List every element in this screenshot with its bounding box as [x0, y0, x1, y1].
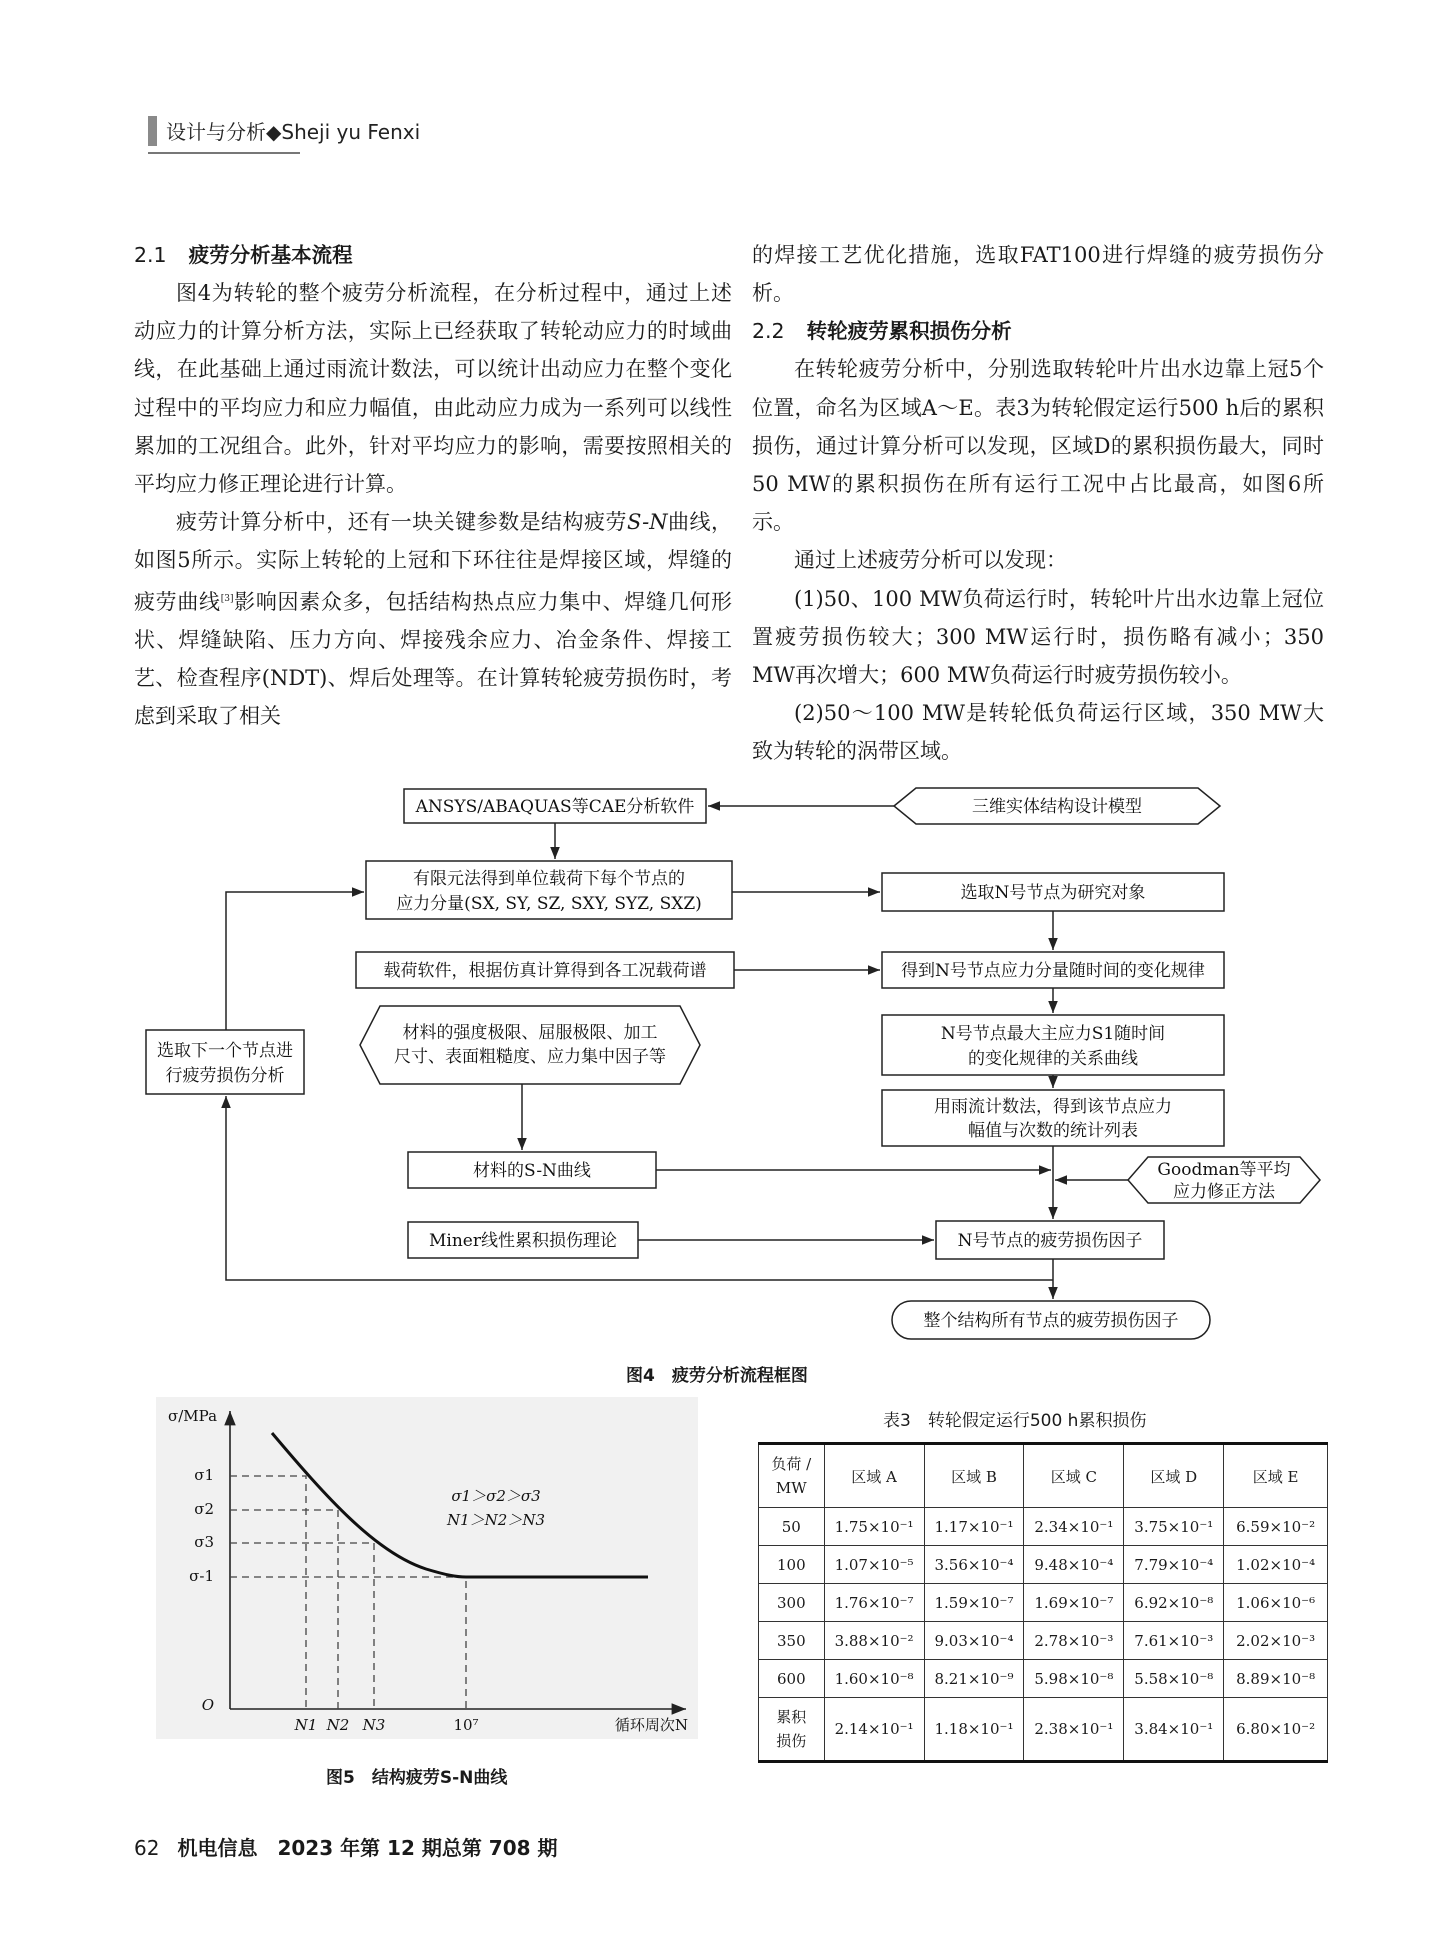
- table-3: [758, 1442, 1328, 1763]
- text-run: 曲线，如图5所示。实际上转轮的上冠和下环往往是焊接区域，焊缝的疲劳曲线: [134, 510, 732, 614]
- header-cell: 负荷 / MW: [759, 1444, 825, 1508]
- text-run: 影响因素众多，包括结构热点应力集中、焊缝几何形状、焊缝缺陷、压力方向、焊接残余应力、冶金条件、焊接工艺、检查程序(NDT)、焊后处理等。在计算转轮疲劳损伤时，考虑到采取了相关: [134, 589, 733, 729]
- value-cell: 7.79×10⁻⁴: [1124, 1546, 1224, 1584]
- load-cell: 100: [759, 1546, 825, 1584]
- box-label: ANSYS/ABAQUAS等CAE分析软件: [415, 797, 695, 817]
- box-label: 材料的S-N曲线: [473, 1161, 591, 1181]
- value-cell: 6.92×10⁻⁸: [1124, 1584, 1224, 1622]
- value-cell: 1.60×10⁻⁸: [824, 1660, 924, 1698]
- value-cell: 2.14×10⁻¹: [824, 1698, 924, 1762]
- value-cell: 9.48×10⁻⁴: [1024, 1546, 1124, 1584]
- box-label: 用雨流计数法，得到该节点应力: [934, 1097, 1172, 1117]
- header-cell: 区域 C: [1024, 1444, 1124, 1508]
- x-tick-label: 10⁷: [453, 1716, 479, 1734]
- box-label: 有限元法得到单位载荷下每个节点的: [413, 869, 685, 889]
- value-cell: 5.98×10⁻⁸: [1024, 1660, 1124, 1698]
- box-label: N号节点最大主应力S1随时间: [940, 1024, 1166, 1044]
- box-label: 行疲劳损伤分析: [165, 1066, 285, 1086]
- value-cell: 1.75×10⁻¹: [824, 1508, 924, 1546]
- box-label: 选取N号节点为研究对象: [960, 883, 1146, 903]
- box-label: 得到N号节点应力分量随时间的变化规律: [901, 961, 1205, 981]
- box-label: 应力分量(SX, SY, SZ, SXY, SYZ, SXZ): [396, 894, 702, 914]
- y-tick-label: σ-1: [189, 1567, 214, 1585]
- table-row: [759, 1546, 1328, 1584]
- header-cell: 区域 D: [1124, 1444, 1224, 1508]
- value-cell: 3.56×10⁻⁴: [924, 1546, 1024, 1584]
- box-label: 应力修正方法: [1173, 1182, 1275, 1202]
- reference-mark: [3]: [220, 593, 234, 604]
- paragraph: 在转轮疲劳分析中，分别选取转轮叶片出水边靠上冠5个位置，命名为区域A～E。表3为转轮假定运行500 h后的累积损伤，通过计算分析可以发现，区域D的累积损伤最大，同时50 MW的累积损伤在所有运行工况中占比最高，如图6所示。: [752, 357, 1324, 535]
- page-number: 62: [134, 1836, 160, 1860]
- y-tick-label: σ2: [194, 1500, 214, 1518]
- relation-label: σ1＞σ2＞σ3: [451, 1487, 541, 1505]
- value-cell: 1.59×10⁻⁷: [924, 1584, 1024, 1622]
- value-cell: 9.03×10⁻⁴: [924, 1622, 1024, 1660]
- sn-curve-figure: [156, 1397, 698, 1757]
- journal-info: 机电信息 2023 年第 12 期总第 708 期: [177, 1836, 558, 1860]
- table-row: [759, 1508, 1328, 1546]
- value-cell: 3.88×10⁻²: [824, 1622, 924, 1660]
- section-number: 2.1: [134, 243, 167, 267]
- table-3-title: 表3 转轮假定运行500 h累积损伤: [883, 1411, 1147, 1431]
- header-cell: 区域 A: [824, 1444, 924, 1508]
- table-header-row: [759, 1444, 1328, 1508]
- header-cell: 区域 B: [924, 1444, 1024, 1508]
- load-cell: 300: [759, 1584, 825, 1622]
- section-number: 2.2: [752, 319, 785, 344]
- text-run: 疲劳计算分析中，还有一块关键参数是结构疲劳: [176, 510, 627, 535]
- section-title: 疲劳分析基本流程: [188, 243, 353, 267]
- header-cell: 区域 E: [1224, 1444, 1328, 1508]
- value-cell: 6.59×10⁻²: [1224, 1508, 1328, 1546]
- value-cell: 5.58×10⁻⁸: [1124, 1660, 1224, 1698]
- value-cell: 1.07×10⁻⁵: [824, 1546, 924, 1584]
- paragraph: 的焊接工艺优化措施，选取FAT100进行焊缝的疲劳损伤分析。: [752, 243, 1324, 306]
- load-cell: 350: [759, 1622, 825, 1660]
- value-cell: 1.17×10⁻¹: [924, 1508, 1024, 1546]
- load-cell: 50: [759, 1508, 825, 1546]
- paragraph: (2)50～100 MW是转轮低负荷运行区域，350 MW大致为转轮的涡带区域。: [752, 701, 1324, 764]
- y-tick-label: σ3: [194, 1533, 214, 1551]
- value-cell: 3.75×10⁻¹: [1124, 1508, 1224, 1546]
- box-label: 尺寸、表面粗糙度、应力集中因子等: [394, 1047, 666, 1067]
- value-cell: 7.61×10⁻³: [1124, 1622, 1224, 1660]
- x-tick-label: N2: [326, 1716, 350, 1734]
- figure-4-caption: 图4 疲劳分析流程框图: [626, 1366, 808, 1386]
- box-label: 幅值与次数的统计列表: [968, 1121, 1138, 1141]
- value-cell: 2.78×10⁻³: [1024, 1622, 1124, 1660]
- x-tick-label: N3: [362, 1716, 386, 1734]
- box-label: 整个结构所有节点的疲劳损伤因子: [923, 1311, 1179, 1331]
- value-cell: 3.84×10⁻¹: [1124, 1698, 1224, 1762]
- box-label: Goodman等平均: [1157, 1160, 1291, 1180]
- value-cell: 2.38×10⁻¹: [1024, 1698, 1124, 1762]
- arrow-loop-forward: [226, 892, 364, 1030]
- table-row: [759, 1622, 1328, 1660]
- section-title: 转轮疲劳累积损伤分析: [806, 319, 1012, 344]
- value-cell: 1.69×10⁻⁷: [1024, 1584, 1124, 1622]
- paragraph: 图4为转轮的整个疲劳分析流程，在分析过程中，通过上述动应力的计算分析方法，实际上已经获取了转轮动应力的时域曲线，在此基础上通过雨流计数法，可以统计出动应力在整个变化过程中的平均应力和应力幅值，由此动应力成为一系列可以线性累加的工况组合。此外，针对平均应力的影响，需要按照相关的平均应力修正理论进行计算。: [134, 281, 732, 497]
- relation-label: N1＞N2＞N3: [446, 1511, 546, 1529]
- value-cell: 2.34×10⁻¹: [1024, 1508, 1124, 1546]
- value-cell: 8.21×10⁻⁹: [924, 1660, 1024, 1698]
- figure-5-caption: 图5 结构疲劳S-N曲线: [326, 1768, 508, 1788]
- value-cell: 2.02×10⁻³: [1224, 1622, 1328, 1660]
- table-row: [759, 1660, 1328, 1698]
- box-material-props: [360, 1006, 700, 1084]
- box-label: 的变化规律的关系曲线: [968, 1049, 1138, 1069]
- paragraph: (1)50、100 MW负荷运行时，转轮叶片出水边靠上冠位置疲劳损伤较大；300 MW运行时，损伤略有减小；350 MW再次增大；600 MW负荷运行时疲劳损伤较小。: [752, 586, 1324, 688]
- origin-label: O: [201, 1696, 214, 1714]
- box-label: 载荷软件，根据仿真计算得到各工况载荷谱: [383, 961, 707, 981]
- value-cell: 6.80×10⁻²: [1224, 1698, 1328, 1762]
- load-cell: 累积损伤: [759, 1698, 825, 1762]
- page-footer: [134, 1832, 558, 1861]
- box-label: 选取下一个节点进: [157, 1041, 293, 1061]
- value-cell: 1.02×10⁻⁴: [1224, 1546, 1328, 1584]
- paragraph: 通过上述疲劳分析可以发现：: [794, 548, 1067, 573]
- box-label: 三维实体结构设计模型: [972, 797, 1142, 817]
- header-section-label: 设计与分析◆Sheji yu Fenxi: [166, 120, 421, 144]
- value-cell: 1.76×10⁻⁷: [824, 1584, 924, 1622]
- y-tick-label: σ1: [194, 1466, 214, 1484]
- box-label: N号节点的疲劳损伤因子: [957, 1231, 1143, 1251]
- table-row-total: [759, 1698, 1328, 1762]
- y-axis-label: σ/MPa: [168, 1407, 218, 1425]
- sn-term: S-N: [626, 510, 668, 535]
- box-label: Miner线性累积损伤理论: [429, 1231, 617, 1251]
- x-tick-label: N1: [294, 1716, 318, 1734]
- box-label: 材料的强度极限、屈服极限、加工: [402, 1023, 658, 1043]
- value-cell: 1.18×10⁻¹: [924, 1698, 1024, 1762]
- value-cell: 1.06×10⁻⁶: [1224, 1584, 1328, 1622]
- load-cell: 600: [759, 1660, 825, 1698]
- table-row: [759, 1584, 1328, 1622]
- value-cell: 8.89×10⁻⁸: [1224, 1660, 1328, 1698]
- x-axis-label: 循环周次N: [614, 1716, 688, 1734]
